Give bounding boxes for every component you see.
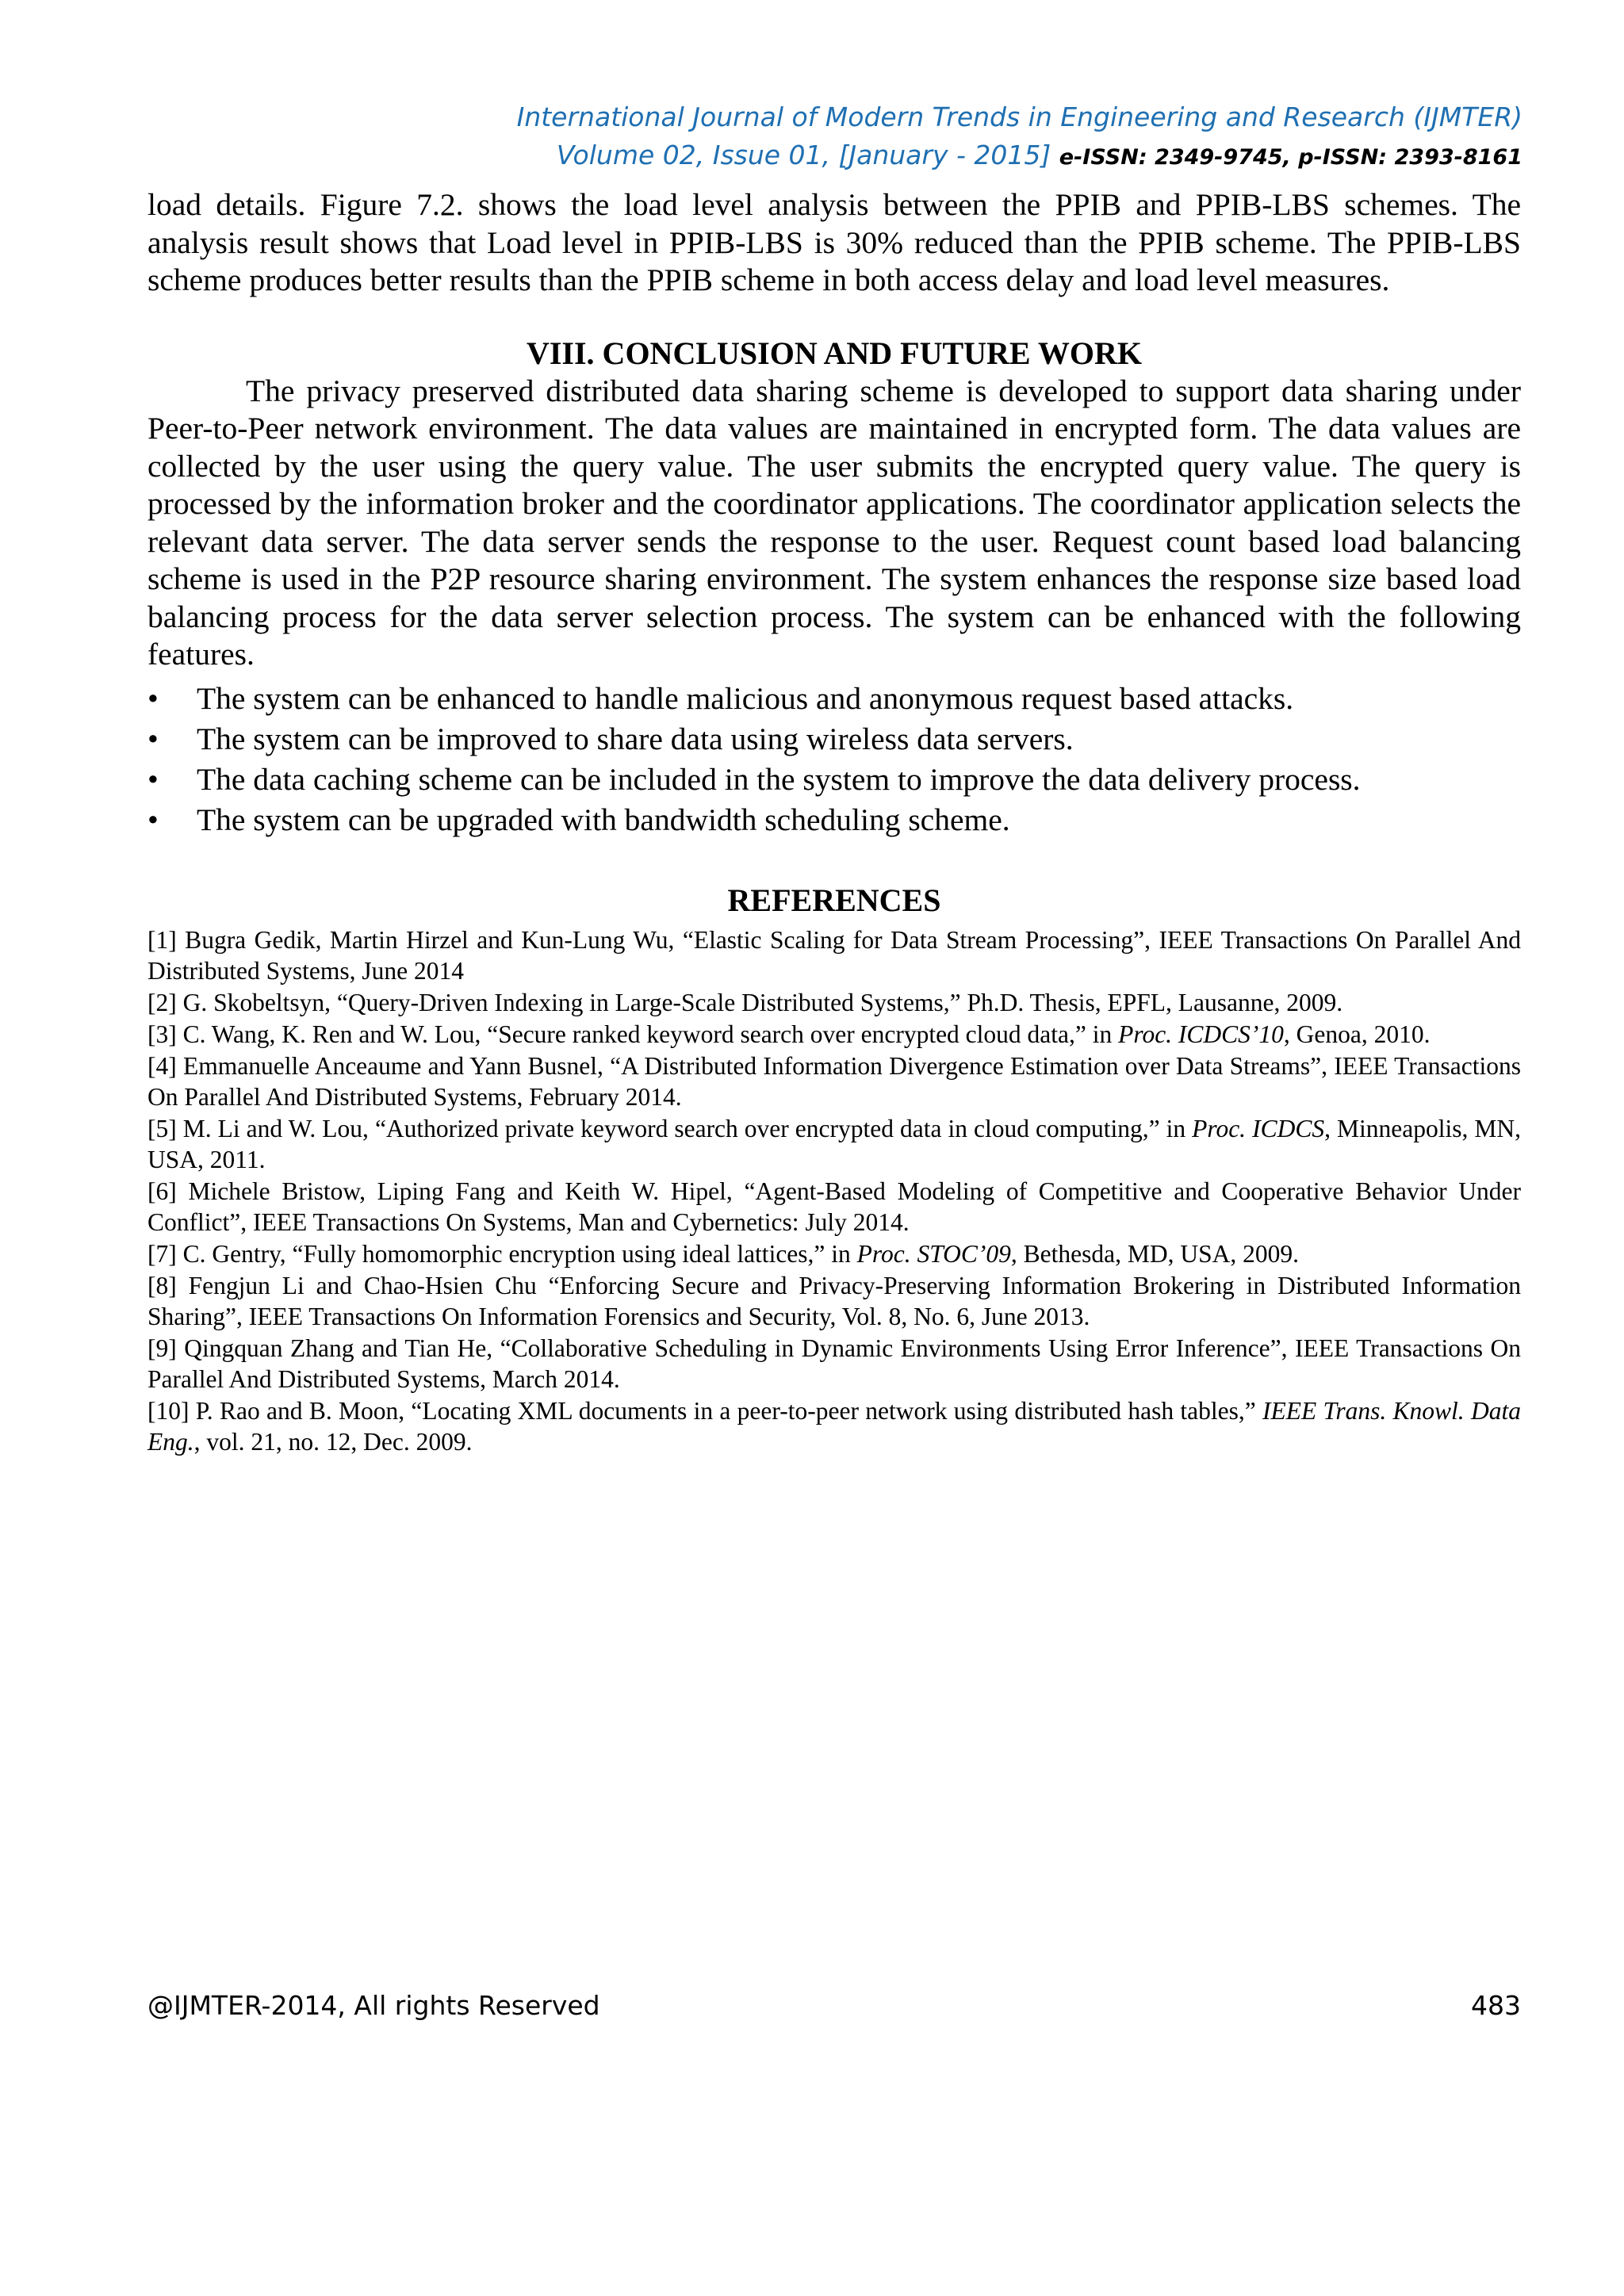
reference-text-end: , Minneapolis, MN, USA, 2011. (147, 1114, 1521, 1173)
list-item-text: The data caching scheme can be included in the system to improve the data delivery process. (197, 761, 1361, 797)
list-item-text: The system can be upgraded with bandwidth scheduling scheme. (197, 802, 1010, 837)
list-item (147, 800, 1521, 840)
reference-text: [4] Emmanuelle Anceaume and Yann Busnel, “A Distributed Information Divergence Estimation over Data Streams”, IEEE Transactions On Parallel And Distributed Systems, February 2014. (147, 1051, 1521, 1111)
reference-text-end: , Genoa, 2010. (1283, 1020, 1431, 1048)
journal-title: International Journal of Modern Trends in Engineering and Research (IJMTER) (516, 101, 1522, 132)
list-item (147, 679, 1521, 719)
copyright-notice: @IJMTER-2014, All rights Reserved (147, 1990, 600, 2021)
reference-text: [8] Fengjun Li and Chao-Hsien Chu “Enforcing Secure and Privacy-Preserving Information Brokering in Distributed Information Sharing”, IEEE Transactions On Information Forensics and Security, Vol. 8, No. 6, June 2013. (147, 1271, 1521, 1330)
page-body (147, 186, 1521, 1458)
reference-text: [5] M. Li and W. Lou, “Authorized private keyword search over encrypted data in cloud computing,” in (147, 1114, 1193, 1142)
reference-item (147, 1113, 1521, 1175)
reference-list (147, 924, 1521, 1457)
reference-item (147, 1176, 1521, 1238)
page-footer (147, 1990, 1521, 2021)
references-heading: REFERENCES (727, 882, 941, 918)
reference-text: [1] Bugra Gedik, Martin Hirzel and Kun-Lung Wu, “Elastic Scaling for Data Stream Processing”, IEEE Transactions On Parallel And Distributed Systems, June 2014 (147, 925, 1521, 985)
reference-text: [6] Michele Bristow, Liping Fang and Keith W. Hipel, “Agent-Based Modeling of Competitive and Cooperative Behavior Under Conflict”, IEEE Transactions On Systems, Man and Cybernetics: July 2014. (147, 1177, 1521, 1236)
reference-venue: Proc. STOC’09 (856, 1239, 1011, 1268)
reference-venue: Proc. ICDCS’10 (1118, 1020, 1284, 1048)
list-item (147, 719, 1521, 760)
reference-item (147, 987, 1521, 1018)
reference-text: [9] Qingquan Zhang and Tian He, “Collaborative Scheduling in Dynamic Environments Using Error Inference”, IEEE Transactions On Parallel And Distributed Systems, March 2014. (147, 1334, 1521, 1393)
reference-item (147, 1270, 1521, 1332)
list-item-text: The system can be improved to share data using wireless data servers. (197, 721, 1074, 756)
bullet-icon: • (147, 761, 159, 797)
conclusion-paragraph: The privacy preserved distributed data sharing scheme is developed to support data sharing under Peer-to-Peer network environment. The data values are maintained in encrypted form. The data values are collected by the user using the query value. The user submits the encrypted query value. The query is processed by the information broker and the coordinator applications. The coordinator application selects the relevant data server. The data server sends the response to the user. Request count based load balancing scheme is used in the P2P resource sharing environment. The system enhances the response size based load balancing process for the data server selection process. The system can be enhanced with the following features. (147, 373, 1521, 672)
bullet-icon: • (147, 802, 159, 837)
journal-issn: e-ISSN: 2349-9745, p-ISSN: 2393-8161 (1059, 145, 1522, 170)
reference-text: [3] C. Wang, K. Ren and W. Lou, “Secure ranked keyword search over encrypted cloud data,” in (147, 1020, 1119, 1048)
reference-item (147, 1238, 1521, 1269)
feature-list (147, 679, 1521, 840)
conclusion-heading: VIII. CONCLUSION AND FUTURE WORK (526, 335, 1143, 371)
page-number: 483 (1471, 1990, 1521, 2021)
reference-item (147, 1395, 1521, 1457)
reference-venue: IEEE Trans. Knowl. Data Eng. (147, 1396, 1521, 1456)
reference-item (147, 1050, 1521, 1112)
reference-text-end: , vol. 21, no. 12, Dec. 2009. (193, 1427, 473, 1456)
reference-text: [10] P. Rao and B. Moon, “Locating XML documents in a peer-to-peer network using distributed hash tables,” (147, 1396, 1263, 1425)
reference-item (147, 1019, 1521, 1050)
bullet-icon: • (147, 680, 159, 716)
list-item-text: The system can be enhanced to handle malicious and anonymous request based attacks. (197, 680, 1294, 716)
list-item (147, 760, 1521, 800)
reference-venue: Proc. ICDCS (1192, 1114, 1325, 1142)
bullet-icon: • (147, 721, 159, 756)
reference-text: [2] G. Skobeltsyn, “Query-Driven Indexing in Large-Scale Distributed Systems,” Ph.D. Thesis, EPFL, Lausanne, 2009. (147, 988, 1343, 1016)
reference-item (147, 924, 1521, 986)
reference-text: [7] C. Gentry, “Fully homomorphic encryption using ideal lattices,” in (147, 1239, 857, 1268)
reference-item (147, 1333, 1521, 1395)
journal-volume-line (517, 136, 1522, 177)
journal-volume: Volume 02, Issue 01, [January - 2015] (556, 140, 1051, 170)
reference-text-end: , Bethesda, MD, USA, 2009. (1010, 1239, 1300, 1268)
page-header (517, 98, 1522, 177)
intro-paragraph: load details. Figure 7.2. shows the load level analysis between the PPIB and PPIB-LBS schemes. The analysis result shows that Load level in PPIB-LBS is 30% reduced than the PPIB scheme. The PPIB-LBS scheme produces better results than the PPIB scheme in both access delay and load level measures. (147, 187, 1521, 297)
